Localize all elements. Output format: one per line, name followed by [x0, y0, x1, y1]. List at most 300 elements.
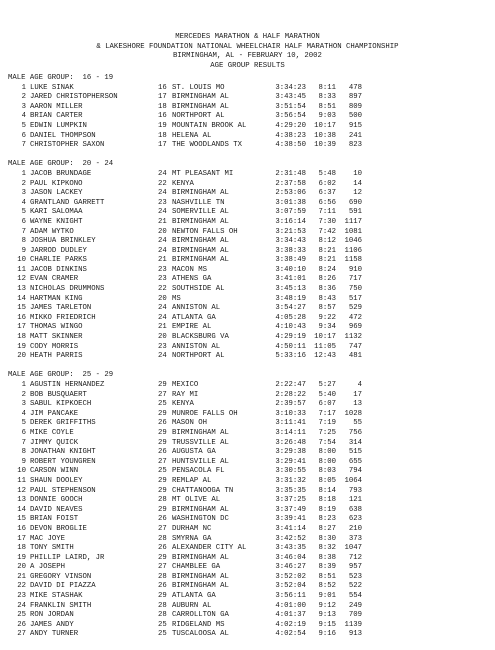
result-time: 3:41:14: [275, 524, 306, 533]
result-name: DEVON BROGLIE: [30, 524, 87, 533]
result-place: 1: [21, 169, 26, 178]
result-time: 3:43:45: [275, 93, 306, 102]
result-time: 3:41:01: [275, 275, 306, 284]
result-age: 20: [158, 333, 167, 342]
result-pace: 5:27: [318, 381, 336, 389]
result-city: RIDGELAND MS: [172, 620, 225, 629]
result-row: [0, 84, 495, 94]
result-time: 3:16:14: [275, 217, 306, 226]
result-bib: 17: [353, 390, 362, 399]
result-pace: 8:51: [318, 572, 336, 581]
result-row: [0, 112, 495, 122]
result-row: [0, 439, 495, 449]
result-bib: 750: [348, 285, 362, 294]
result-time: 3:11:41: [275, 419, 306, 428]
result-place: 1: [21, 83, 26, 92]
result-bib: 210: [348, 524, 362, 533]
result-pace: 8:27: [318, 524, 336, 533]
result-row: [0, 391, 495, 401]
result-name: MATT SKINNER: [30, 333, 83, 342]
result-row: [0, 275, 495, 285]
result-name: CODY MORRIS: [30, 342, 79, 351]
document-header: [0, 33, 495, 71]
result-bib: 515: [348, 448, 362, 457]
result-place: 5: [21, 419, 26, 428]
result-time: 4:01:00: [275, 601, 306, 610]
result-time: 3:38:33: [275, 246, 306, 255]
result-bib: 712: [348, 553, 362, 562]
result-name: TONY SMITH: [30, 544, 74, 553]
result-pace: 8:03: [318, 467, 336, 476]
result-place: 9: [21, 246, 26, 255]
result-pace: 8:39: [318, 563, 336, 572]
result-row: [0, 506, 495, 516]
result-name: AGUSTIN HERNANDEZ: [30, 381, 105, 389]
result-age: 25: [158, 630, 167, 639]
result-time: 3:52:04: [275, 582, 306, 591]
result-age: 25: [158, 400, 167, 409]
result-city: NORTHPORT AL: [172, 352, 225, 361]
result-row: [0, 410, 495, 420]
result-row: [0, 448, 495, 458]
result-age: 24: [158, 237, 167, 246]
header-title: MERCEDES MARATHON & HALF MARATHON: [175, 33, 320, 41]
result-bib: 481: [348, 352, 362, 361]
result-place: 7: [21, 141, 26, 150]
result-pace: 7:42: [318, 227, 336, 236]
result-city: BIRMINGHAM AL: [172, 237, 229, 246]
result-place: 25: [17, 611, 26, 620]
result-time: 3:31:32: [275, 476, 306, 485]
age-group: [0, 160, 495, 361]
result-place: 2: [21, 93, 26, 102]
result-place: 19: [17, 553, 26, 562]
result-row: [0, 333, 495, 343]
result-bib: 638: [348, 505, 362, 514]
result-bib: 823: [348, 141, 362, 150]
result-city: KENYA: [172, 179, 194, 188]
result-place: 16: [17, 524, 26, 533]
result-name: MIKE COYLE: [30, 428, 74, 437]
result-pace: 7:19: [318, 419, 336, 428]
result-age: 26: [158, 515, 167, 524]
result-city: MT OLIVE AL: [172, 496, 221, 505]
result-city: BIRMINGHAM AL: [172, 102, 229, 111]
result-place: 10: [17, 256, 26, 265]
result-place: 6: [21, 428, 26, 437]
result-place: 13: [17, 496, 26, 505]
result-time: 4:02:54: [275, 630, 306, 639]
result-row: [0, 122, 495, 132]
result-pace: 8:33: [318, 93, 336, 102]
result-city: DURHAM NC: [172, 524, 212, 533]
result-age: 20: [158, 227, 167, 236]
result-city: TRUSSVILLE AL: [172, 438, 229, 447]
result-city: BIRMINGHAM AL: [172, 582, 229, 591]
result-place: 4: [21, 198, 26, 207]
result-name: JARED CHRISTOPHERSON: [30, 93, 118, 102]
result-place: 3: [21, 102, 26, 111]
result-city: ATHENS GA: [172, 275, 212, 284]
result-name: CHRISTOPHER SAXON: [30, 141, 105, 150]
result-place: 9: [21, 457, 26, 466]
result-name: LUKE SINAK: [30, 83, 74, 92]
result-place: 19: [17, 342, 26, 351]
result-bib: 1106: [344, 246, 362, 255]
result-place: 13: [17, 285, 26, 294]
result-row: [0, 611, 495, 621]
result-place: 11: [17, 265, 26, 274]
result-time: 3:42:52: [275, 534, 306, 543]
result-name: HARTMAN KING: [30, 294, 83, 303]
result-pace: 8:14: [318, 486, 336, 495]
result-age: 27: [158, 390, 167, 399]
result-bib: 472: [348, 313, 362, 322]
result-time: 3:07:59: [275, 208, 306, 217]
result-row: [0, 218, 495, 228]
result-row: [0, 199, 495, 209]
result-city: ATLANTA GA: [172, 313, 216, 322]
result-place: 17: [17, 323, 26, 332]
result-bib: 314: [348, 438, 362, 447]
result-place: 2: [21, 179, 26, 188]
result-time: 2:22:47: [275, 381, 306, 389]
result-place: 18: [17, 333, 26, 342]
result-city: CARROLLTON GA: [172, 611, 229, 620]
result-time: 4:01:37: [275, 611, 306, 620]
result-row: [0, 573, 495, 583]
result-time: 2:39:57: [275, 400, 306, 409]
result-name: MIKE STASHAK: [30, 592, 83, 601]
result-pace: 7:11: [318, 208, 336, 217]
result-age: 23: [158, 342, 167, 351]
result-name: CHARLIE PARKS: [30, 256, 87, 265]
result-pace: 10:39: [314, 141, 336, 150]
result-row: [0, 304, 495, 314]
result-age: 19: [158, 121, 167, 130]
result-name: JARROD DUDLEY: [30, 246, 87, 255]
result-place: 18: [17, 544, 26, 553]
result-pace: 10:17: [314, 121, 336, 130]
result-city: BIRMINGHAM AL: [172, 505, 229, 514]
result-row: [0, 189, 495, 199]
result-row: [0, 285, 495, 295]
result-age: 21: [158, 256, 167, 265]
result-age: 27: [158, 457, 167, 466]
result-name: BRIAN FOIST: [30, 515, 79, 524]
result-name: DAVID DI PIAZZA: [30, 582, 96, 591]
result-bib: 690: [348, 198, 362, 207]
result-bib: 717: [348, 275, 362, 284]
result-bib: 793: [348, 486, 362, 495]
result-city: ATLANTA GA: [172, 592, 216, 601]
result-name: GREGORY VINSON: [30, 572, 92, 581]
result-row: [0, 256, 495, 266]
result-bib: 794: [348, 467, 362, 476]
result-time: 5:33:16: [275, 352, 306, 361]
result-age: 28: [158, 496, 167, 505]
result-pace: 9:03: [318, 112, 336, 121]
result-name: SHAUN DOOLEY: [30, 476, 83, 485]
result-city: ANNISTON AL: [172, 304, 221, 313]
result-row: [0, 170, 495, 180]
result-time: 3:01:38: [275, 198, 306, 207]
result-time: 4:29:19: [275, 333, 306, 342]
result-age: 29: [158, 409, 167, 418]
header-location-date: BIRMINGHAM, AL - FEBRUARY 10, 2002: [173, 52, 322, 61]
result-pace: 8:00: [318, 448, 336, 457]
result-city: TUSCALOOSA AL: [172, 630, 229, 639]
result-pace: 8:12: [318, 237, 336, 246]
result-age: 29: [158, 381, 167, 389]
result-bib: 1158: [344, 256, 362, 265]
result-name: JONATHAN KNIGHT: [30, 448, 96, 457]
result-pace: 8:36: [318, 285, 336, 294]
result-place: 3: [21, 400, 26, 409]
result-time: 4:50:11: [275, 342, 306, 351]
result-name: WAYNE KNIGHT: [30, 217, 83, 226]
result-place: 15: [17, 304, 26, 313]
result-age: 23: [158, 275, 167, 284]
result-name: MAC JOYE: [30, 534, 66, 543]
result-place: 5: [21, 208, 26, 217]
result-name: NICHOLAS DRUMMONS: [30, 285, 105, 294]
result-time: 3:46:04: [275, 553, 306, 562]
result-pace: 8:23: [318, 515, 336, 524]
result-time: 3:21:53: [275, 227, 306, 236]
result-row: [0, 554, 495, 564]
result-age: 17: [158, 93, 167, 102]
result-age: 29: [158, 438, 167, 447]
result-age: 18: [158, 131, 167, 140]
result-time: 4:02:19: [275, 620, 306, 629]
result-time: 2:28:22: [275, 390, 306, 399]
result-pace: 8:21: [318, 246, 336, 255]
result-age: 24: [158, 189, 167, 198]
result-city: MOUNTAIN BROOK AL: [172, 121, 247, 130]
result-city: EMPIRE AL: [172, 323, 212, 332]
result-time: 3:10:33: [275, 409, 306, 418]
result-city: MEXICO: [172, 381, 199, 389]
result-pace: 9:34: [318, 323, 336, 332]
result-row: [0, 141, 495, 151]
age-group-title: MALE AGE GROUP: 20 - 24: [8, 160, 114, 169]
result-city: NEWTON FALLS OH: [172, 227, 238, 236]
result-row: [0, 314, 495, 324]
result-name: JAMES TARLETON: [30, 304, 92, 313]
result-pace: 9:15: [318, 620, 336, 629]
result-name: ANDY TURNER: [30, 630, 79, 639]
result-bib: 1047: [344, 544, 362, 553]
result-bib: 1064: [344, 476, 362, 485]
result-bib: 1117: [344, 217, 362, 226]
result-city: HUNTSVILLE AL: [172, 457, 229, 466]
result-time: 3:52:02: [275, 572, 306, 581]
result-pace: 8:52: [318, 582, 336, 591]
result-time: 3:34:43: [275, 237, 306, 246]
result-bib: 957: [348, 563, 362, 572]
result-age: 24: [158, 208, 167, 217]
result-row: [0, 343, 495, 353]
result-city: BIRMINGHAM AL: [172, 93, 229, 102]
result-city: THE WOODLANDS TX: [172, 141, 243, 150]
result-bib: 913: [348, 630, 362, 639]
result-row: [0, 208, 495, 218]
result-pace: 8:05: [318, 476, 336, 485]
result-row: [0, 237, 495, 247]
result-time: 2:53:06: [275, 189, 306, 198]
result-age: 29: [158, 476, 167, 485]
result-age: 25: [158, 467, 167, 476]
result-bib: 709: [348, 611, 362, 620]
result-bib: 249: [348, 601, 362, 610]
result-row: [0, 621, 495, 631]
result-row: [0, 544, 495, 554]
result-bib: 1132: [344, 333, 362, 342]
result-name: ADAM WYTKO: [30, 227, 74, 236]
result-place: 16: [17, 313, 26, 322]
result-city: MUNROE FALLS OH: [172, 409, 238, 418]
result-time: 3:26:48: [275, 438, 306, 447]
result-time: 3:37:49: [275, 505, 306, 514]
result-pace: 9:01: [318, 592, 336, 601]
result-name: HEATH PARRIS: [30, 352, 83, 361]
header-subtitle: & LAKESHORE FOUNDATION NATIONAL WHEELCHAIR HALF MARATHON CHAMPIONSHIP: [96, 42, 399, 51]
result-bib: 756: [348, 428, 362, 437]
result-row: [0, 93, 495, 103]
result-pace: 8:24: [318, 265, 336, 274]
result-name: MIKKO FRIEDRICH: [30, 313, 96, 322]
result-age: 28: [158, 572, 167, 581]
result-name: DANIEL THOMPSON: [30, 131, 96, 140]
result-name: SABUL KIPKOECH: [30, 400, 92, 409]
result-age: 24: [158, 352, 167, 361]
result-pace: 10:17: [314, 333, 336, 342]
result-age: 16: [158, 83, 167, 92]
result-time: 3:37:25: [275, 496, 306, 505]
result-name: JACOB BRUNDAGE: [30, 169, 92, 178]
result-name: JIMMY QUICK: [30, 438, 79, 447]
result-city: RAY MI: [172, 390, 199, 399]
result-city: NASHVILLE TN: [172, 198, 225, 207]
result-row: [0, 381, 495, 391]
result-row: [0, 266, 495, 276]
result-time: 3:29:41: [275, 457, 306, 466]
result-bib: 915: [348, 121, 362, 130]
result-age: 26: [158, 582, 167, 591]
result-row: [0, 602, 495, 612]
result-city: CHATTANOOGA TN: [172, 486, 234, 495]
age-group: [0, 74, 495, 151]
result-city: CHAMBLEE GA: [172, 563, 221, 572]
result-city: WASHINGTON DC: [172, 515, 229, 524]
result-pace: 8:21: [318, 256, 336, 265]
result-place: 24: [17, 601, 26, 610]
result-age: 27: [158, 524, 167, 533]
result-bib: 1028: [344, 409, 362, 418]
result-age: 24: [158, 313, 167, 322]
result-name: DAVID NEAVES: [30, 505, 83, 514]
result-bib: 55: [353, 419, 362, 428]
result-name: BRIAN CARTER: [30, 112, 83, 121]
result-city: BLACKSBURG VA: [172, 333, 229, 342]
result-age: 24: [158, 304, 167, 313]
result-pace: 10:38: [314, 131, 336, 140]
result-bib: 1139: [344, 620, 362, 629]
result-city: MT PLEASANT MI: [172, 169, 234, 178]
result-bib: 478: [348, 83, 362, 92]
result-time: 3:48:19: [275, 294, 306, 303]
result-age: 26: [158, 544, 167, 553]
result-time: 3:51:54: [275, 102, 306, 111]
result-place: 12: [17, 486, 26, 495]
result-pace: 12:43: [314, 352, 336, 361]
result-city: BIRMINGHAM AL: [172, 246, 229, 255]
result-bib: 1046: [344, 237, 362, 246]
result-row: [0, 563, 495, 573]
result-city: BIRMINGHAM AL: [172, 572, 229, 581]
result-age: 24: [158, 246, 167, 255]
result-bib: 523: [348, 572, 362, 581]
result-name: JIM PANCAKE: [30, 409, 79, 418]
result-city: BIRMINGHAM AL: [172, 428, 229, 437]
result-row: [0, 132, 495, 142]
result-pace: 8:51: [318, 102, 336, 111]
result-pace: 9:16: [318, 630, 336, 639]
result-bib: 897: [348, 93, 362, 102]
result-age: 21: [158, 217, 167, 226]
result-bib: 241: [348, 131, 362, 140]
result-pace: 8:57: [318, 304, 336, 313]
result-row: [0, 496, 495, 506]
result-row: [0, 535, 495, 545]
result-time: 4:29:20: [275, 121, 306, 130]
result-bib: 500: [348, 112, 362, 121]
result-row: [0, 295, 495, 305]
result-row: [0, 458, 495, 468]
result-time: 4:05:28: [275, 313, 306, 322]
result-time: 3:43:35: [275, 544, 306, 553]
result-city: BIRMINGHAM AL: [172, 553, 229, 562]
result-place: 15: [17, 515, 26, 524]
result-bib: 373: [348, 534, 362, 543]
result-pace: 7:17: [318, 409, 336, 418]
result-time: 2:31:48: [275, 169, 306, 178]
result-pace: 8:38: [318, 553, 336, 562]
result-age: 16: [158, 112, 167, 121]
result-time: 4:38:23: [275, 131, 306, 140]
result-bib: 529: [348, 304, 362, 313]
result-bib: 12: [353, 189, 362, 198]
result-age: 29: [158, 505, 167, 514]
result-name: RON JORDAN: [30, 611, 74, 620]
result-bib: 517: [348, 294, 362, 303]
result-age: 18: [158, 102, 167, 111]
result-pace: 8:32: [318, 544, 336, 553]
result-city: KENYA: [172, 400, 194, 409]
result-age: 21: [158, 323, 167, 332]
result-time: 3:30:55: [275, 467, 306, 476]
result-city: AUBURN AL: [172, 601, 212, 610]
result-time: 3:54:27: [275, 304, 306, 313]
result-pace: 6:37: [318, 189, 336, 198]
result-pace: 7:25: [318, 428, 336, 437]
result-pace: 8:18: [318, 496, 336, 505]
result-bib: 13: [353, 400, 362, 409]
result-place: 7: [21, 438, 26, 447]
result-city: BIRMINGHAM AL: [172, 256, 229, 265]
result-age: 26: [158, 448, 167, 457]
